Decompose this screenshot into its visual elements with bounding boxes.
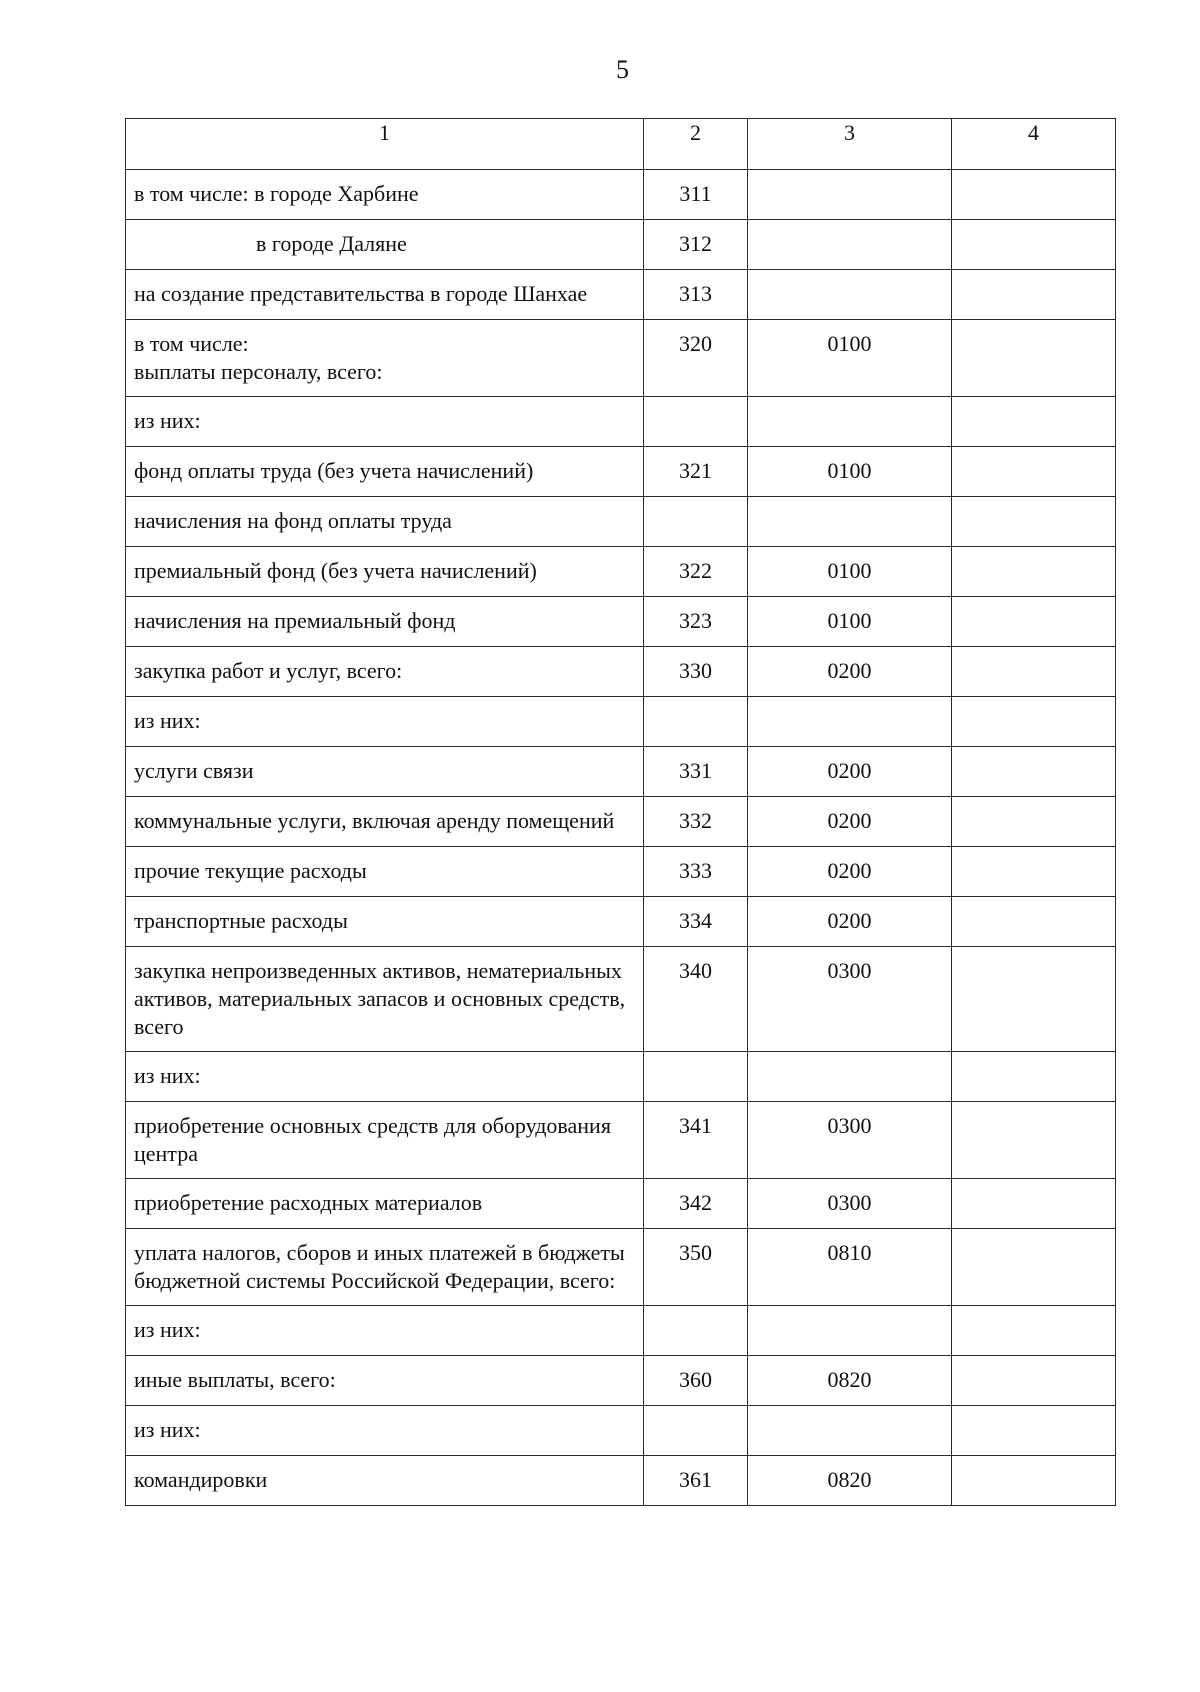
row-label: в том числе: выплаты персоналу, всего: — [126, 320, 644, 397]
row-code: 341 — [644, 1102, 748, 1179]
table-row — [126, 747, 1116, 797]
row-code: 340 — [644, 947, 748, 1052]
row-kbk — [748, 1406, 952, 1456]
row-kbk: 0200 — [748, 797, 952, 847]
row-code: 320 — [644, 320, 748, 397]
row-kbk — [748, 170, 952, 220]
table-row — [126, 597, 1116, 647]
row-kbk: 0200 — [748, 647, 952, 697]
table-header-row — [126, 119, 1116, 170]
row-label: начисления на премиальный фонд — [126, 597, 644, 647]
row-label: из них: — [126, 1406, 644, 1456]
table-row — [126, 170, 1116, 220]
row-value — [952, 697, 1116, 747]
row-value — [952, 170, 1116, 220]
row-kbk: 0300 — [748, 947, 952, 1052]
row-label: премиальный фонд (без учета начислений) — [126, 547, 644, 597]
row-kbk: 0810 — [748, 1229, 952, 1306]
row-kbk — [748, 497, 952, 547]
row-code: 321 — [644, 447, 748, 497]
row-value — [952, 497, 1116, 547]
header-cell-3: 3 — [748, 119, 952, 170]
table-row — [126, 1229, 1116, 1306]
row-label: приобретение расходных материалов — [126, 1179, 644, 1229]
row-label: на создание представительства в городе Шанхае — [126, 270, 644, 320]
table-row — [126, 397, 1116, 447]
row-code — [644, 397, 748, 447]
row-label: в городе Даляне — [126, 220, 644, 270]
table-row — [126, 1406, 1116, 1456]
row-kbk — [748, 397, 952, 447]
table-row — [126, 447, 1116, 497]
row-code — [644, 1052, 748, 1102]
row-label: начисления на фонд оплаты труда — [126, 497, 644, 547]
row-code: 323 — [644, 597, 748, 647]
table-row — [126, 1179, 1116, 1229]
row-kbk — [748, 1052, 952, 1102]
row-code — [644, 497, 748, 547]
row-code: 332 — [644, 797, 748, 847]
row-code: 360 — [644, 1356, 748, 1406]
row-value — [952, 847, 1116, 897]
row-label: приобретение основных средств для оборудования центра — [126, 1102, 644, 1179]
row-value — [952, 447, 1116, 497]
row-code — [644, 1306, 748, 1356]
row-value — [952, 1052, 1116, 1102]
header-cell-2: 2 — [644, 119, 748, 170]
row-value — [952, 320, 1116, 397]
row-code: 311 — [644, 170, 748, 220]
row-value — [952, 1102, 1116, 1179]
row-value — [952, 547, 1116, 597]
row-kbk: 0200 — [748, 747, 952, 797]
row-code: 334 — [644, 897, 748, 947]
row-code: 330 — [644, 647, 748, 697]
page-number: 5 — [616, 55, 629, 84]
row-code — [644, 697, 748, 747]
row-code: 322 — [644, 547, 748, 597]
header-cell-1: 1 — [126, 119, 644, 170]
expense-table — [125, 118, 1116, 1506]
table-row — [126, 897, 1116, 947]
table-row — [126, 697, 1116, 747]
row-code — [644, 1406, 748, 1456]
row-kbk: 0200 — [748, 897, 952, 947]
table-row — [126, 270, 1116, 320]
row-code: 313 — [644, 270, 748, 320]
row-kbk: 0200 — [748, 847, 952, 897]
table-row — [126, 497, 1116, 547]
row-label: из них: — [126, 1052, 644, 1102]
row-label: иные выплаты, всего: — [126, 1356, 644, 1406]
table-row — [126, 1306, 1116, 1356]
row-label: услуги связи — [126, 747, 644, 797]
row-label: фонд оплаты труда (без учета начислений) — [126, 447, 644, 497]
table-row — [126, 1052, 1116, 1102]
table-row — [126, 947, 1116, 1052]
row-value — [952, 597, 1116, 647]
table-row — [126, 1102, 1116, 1179]
row-kbk — [748, 697, 952, 747]
row-label: из них: — [126, 1306, 644, 1356]
row-value — [952, 1356, 1116, 1406]
row-label: в том числе: в городе Харбине — [126, 170, 644, 220]
row-label: коммунальные услуги, включая аренду помещений — [126, 797, 644, 847]
table-row — [126, 320, 1116, 397]
row-value — [952, 1306, 1116, 1356]
row-label: закупка работ и услуг, всего: — [126, 647, 644, 697]
row-kbk — [748, 1306, 952, 1356]
table-row — [126, 647, 1116, 697]
row-value — [952, 797, 1116, 847]
table-row — [126, 220, 1116, 270]
row-kbk: 0100 — [748, 597, 952, 647]
row-kbk — [748, 270, 952, 320]
row-kbk: 0820 — [748, 1456, 952, 1506]
row-value — [952, 220, 1116, 270]
row-kbk: 0820 — [748, 1356, 952, 1406]
row-code: 333 — [644, 847, 748, 897]
row-code: 331 — [644, 747, 748, 797]
table-row — [126, 1456, 1116, 1506]
row-value — [952, 1179, 1116, 1229]
row-kbk — [748, 220, 952, 270]
row-value — [952, 947, 1116, 1052]
table-row — [126, 1356, 1116, 1406]
row-kbk: 0100 — [748, 447, 952, 497]
row-kbk: 0300 — [748, 1179, 952, 1229]
row-kbk: 0100 — [748, 320, 952, 397]
row-value — [952, 747, 1116, 797]
row-code: 350 — [644, 1229, 748, 1306]
row-code: 312 — [644, 220, 748, 270]
row-label: транспортные расходы — [126, 897, 644, 947]
row-label: командировки — [126, 1456, 644, 1506]
row-label: из них: — [126, 397, 644, 447]
row-value — [952, 1406, 1116, 1456]
row-label: из них: — [126, 697, 644, 747]
row-label: уплата налогов, сборов и иных платежей в бюджеты бюджетной системы Российской Федерации, всего: — [126, 1229, 644, 1306]
row-code: 361 — [644, 1456, 748, 1506]
row-value — [952, 1456, 1116, 1506]
row-kbk: 0300 — [748, 1102, 952, 1179]
header-cell-4: 4 — [952, 119, 1116, 170]
row-value — [952, 647, 1116, 697]
row-kbk: 0100 — [748, 547, 952, 597]
row-value — [952, 397, 1116, 447]
row-label: закупка непроизведенных активов, нематериальных активов, материальных запасов и основных средств, всего — [126, 947, 644, 1052]
table-row — [126, 547, 1116, 597]
row-code: 342 — [644, 1179, 748, 1229]
row-label: прочие текущие расходы — [126, 847, 644, 897]
table-row — [126, 797, 1116, 847]
row-value — [952, 270, 1116, 320]
row-value — [952, 1229, 1116, 1306]
row-value — [952, 897, 1116, 947]
table-row — [126, 847, 1116, 897]
expense-table-body — [126, 119, 1116, 1506]
